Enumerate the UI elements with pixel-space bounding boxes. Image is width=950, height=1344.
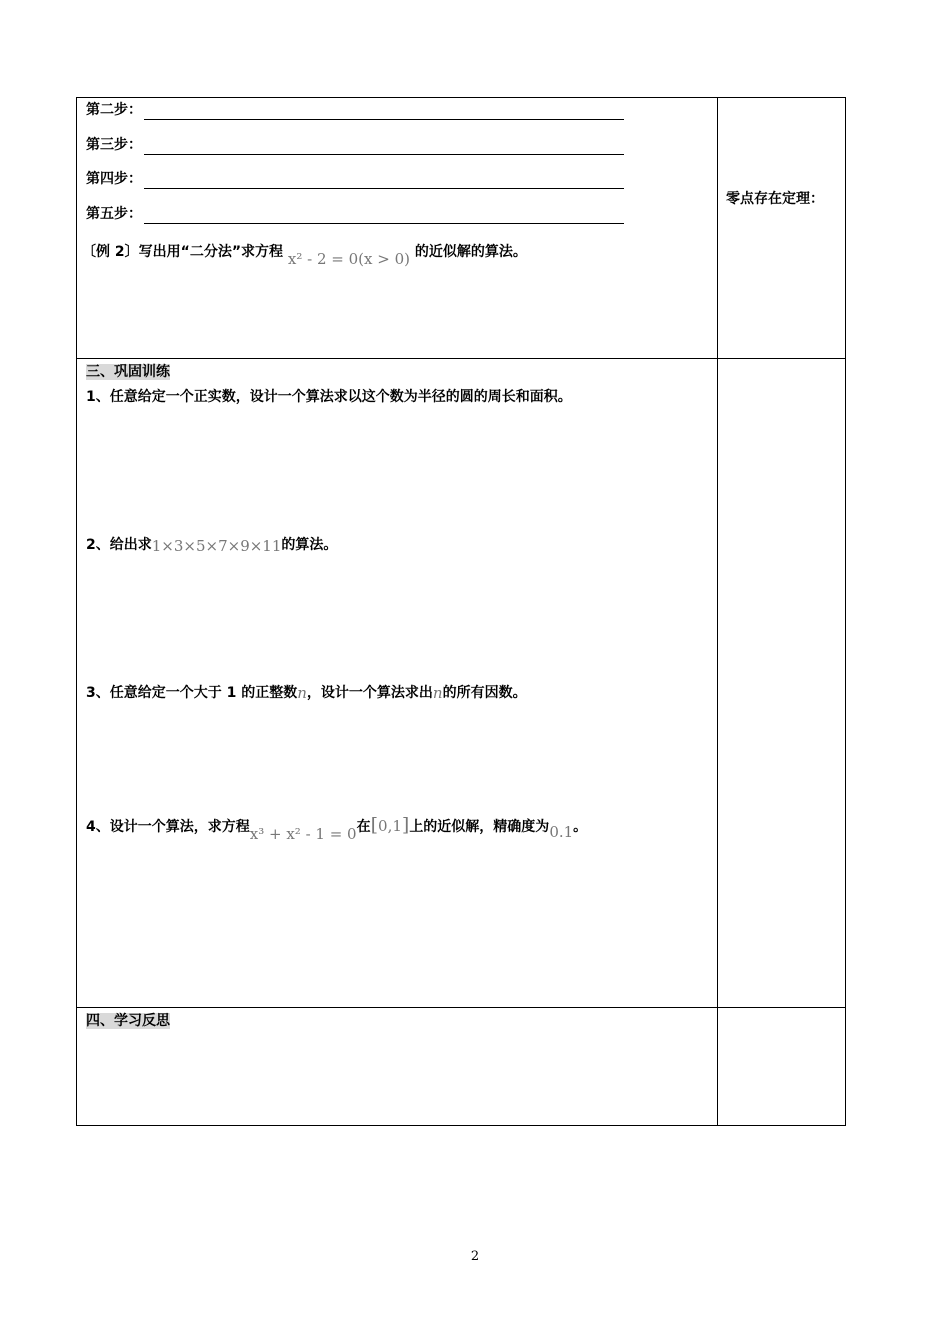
section-3-heading: 三、巩固训练 bbox=[86, 364, 170, 380]
exercise-2-expression: 1×3×5×7×9×11 bbox=[151, 537, 282, 555]
step-4-line bbox=[86, 169, 624, 189]
section-3-heading-line bbox=[86, 362, 170, 382]
exercise-4-interval: 0,1 bbox=[378, 817, 402, 835]
table-border-top bbox=[76, 97, 846, 98]
exercise-4-precision: 0.1 bbox=[549, 823, 574, 841]
exercise-1: 1、任意给定一个正实数，设计一个算法求以这个数为半径的圆的周长和面积。 bbox=[86, 389, 572, 405]
exercise-3-middle: ，设计一个算法求出 bbox=[306, 685, 433, 701]
exercise-4: 4、设计一个算法，求方程x³ + x² - 1 = 0在[0,1]上的近似解，精确度为0.1。 bbox=[86, 814, 588, 843]
exercise-4-suffix: 。 bbox=[573, 819, 588, 835]
exercise-2 bbox=[86, 534, 337, 555]
step-2-line bbox=[86, 100, 624, 120]
exercise-3-var-n: n bbox=[297, 684, 307, 702]
table-column-divider bbox=[717, 97, 718, 1126]
exercise-4-equation: x³ + x² - 1 = 0 bbox=[249, 825, 357, 843]
worksheet-table bbox=[76, 97, 846, 1126]
example-2 bbox=[82, 241, 527, 268]
exercise-4-middle-2: 上的近似解，精确度为 bbox=[409, 819, 550, 835]
exercise-3-var-n-2: n bbox=[432, 684, 443, 702]
table-row-divider-2 bbox=[76, 1007, 846, 1008]
step-4-label: 第四步： bbox=[86, 171, 142, 187]
example-2-equation: x² - 2 = 0(x > 0) bbox=[287, 250, 410, 268]
section-4-heading-line bbox=[86, 1011, 170, 1031]
step-5-label: 第五步： bbox=[86, 206, 142, 222]
step-3-blank[interactable] bbox=[144, 140, 624, 155]
step-5-line bbox=[86, 204, 624, 224]
exercise-4-prefix: 4、设计一个算法，求方程 bbox=[86, 819, 250, 835]
step-2-label: 第二步： bbox=[86, 102, 142, 118]
section-4-heading: 四、学习反思 bbox=[86, 1013, 170, 1029]
exercise-2-prefix: 2、给出求 bbox=[86, 537, 152, 553]
table-row-divider-1 bbox=[76, 358, 846, 359]
example-2-prefix: 〔例 2〕写出用“二分法”求方程 bbox=[82, 244, 284, 260]
exercise-2-suffix: 的算法。 bbox=[281, 537, 338, 553]
step-3-label: 第三步： bbox=[86, 137, 142, 153]
exercise-4-middle: 在 bbox=[356, 819, 371, 835]
exercise-3-prefix: 3、任意给定一个大于 1 的正整数 bbox=[86, 685, 298, 701]
page-number: 2 bbox=[470, 1249, 480, 1264]
example-2-suffix: 的近似解的算法。 bbox=[414, 244, 527, 260]
table-border-right bbox=[845, 97, 846, 1126]
step-5-blank[interactable] bbox=[144, 209, 624, 224]
table-border-bottom bbox=[76, 1125, 846, 1126]
exercise-3 bbox=[86, 682, 527, 703]
exercise-3-suffix: 的所有因数。 bbox=[442, 685, 527, 701]
table-border-left bbox=[76, 97, 77, 1126]
step-3-line bbox=[86, 135, 624, 155]
side-note-zero-point-theorem: 零点存在定理： bbox=[726, 191, 824, 207]
step-4-blank[interactable] bbox=[144, 174, 624, 189]
step-2-blank[interactable] bbox=[144, 105, 624, 120]
